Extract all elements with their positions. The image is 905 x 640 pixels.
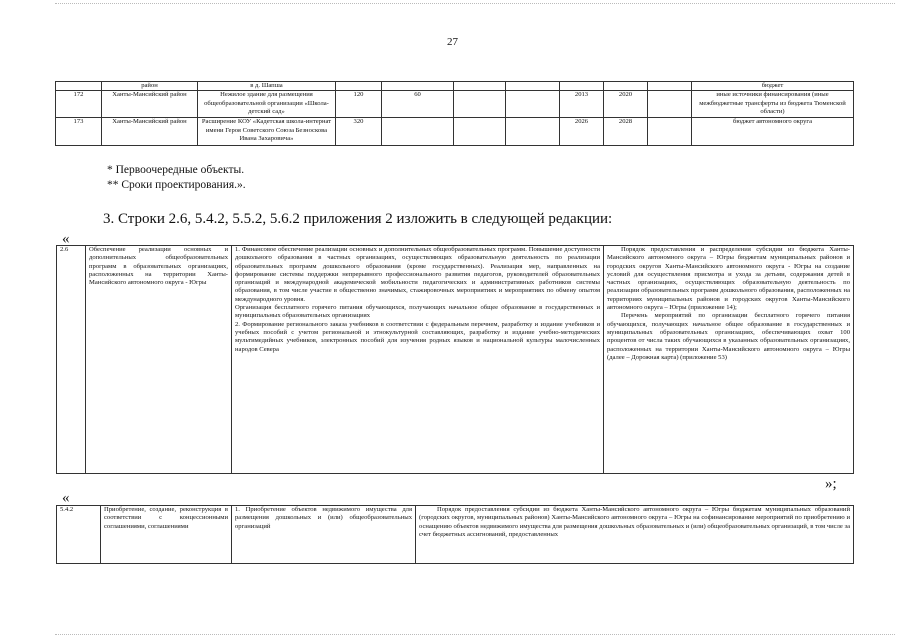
- end-year-cell: 2028: [604, 118, 648, 146]
- object-cell: в д. Шапша: [198, 82, 336, 91]
- location-cell: Ханты-Мансийский район: [102, 118, 198, 146]
- order-cell: [604, 246, 854, 474]
- order-paragraph: Перечень мероприятий по организации бесплатного горячего питания обучающихся, получающих начальное общее образование в государственных и муниципальных образовательных организациях, обеспечивающих охват 100 процентов от числа таких обучающихся в указанных образовательных организациях, расположенных на территории Ханты-Мансийского автономного округа – Югры (далее – Дорожная карта) (приложение 53): [607, 312, 850, 361]
- measures-cell: [232, 246, 604, 474]
- end-year-cell: 2020: [604, 91, 648, 118]
- row-number: 173: [56, 118, 102, 146]
- footnotes: [107, 163, 246, 193]
- start-year-cell: 2013: [560, 91, 604, 118]
- measures-cell: 1. Приобретение объектов недвижимого имущества для размещения дошкольных и (или) общеобразовательных организаций: [232, 506, 416, 564]
- scan-edge-bottom: [55, 634, 895, 636]
- row-2-6-table: [56, 245, 854, 474]
- start-year-cell: 2026: [560, 118, 604, 146]
- value-cell: [382, 118, 454, 146]
- amendment-heading: 3. Строки 2.6, 5.4.2, 5.5.2, 5.6.2 приложения 2 изложить в следующей редакции:: [103, 211, 613, 227]
- source-cell: иные источники финансирования (иные межбюджетные трансферты из бюджета Тюменской области): [692, 91, 854, 118]
- source-cell: бюджет автономного округа: [692, 118, 854, 146]
- measure-paragraph: 2. Формирование регионального заказа учебников в соответствии с федеральным перечнем, разработку и издание учебников и учебных пособий с учетом региональной и этнокультурной составляющих, разработку и издание учебно-методических мультимедийных учебников, электронных пособий для изучения родных языков и национальной культуры малочисленных народов Севера: [235, 320, 600, 353]
- activity-name-cell: Обеспечение реализации основных и дополнительных общеобразовательных программ в образовательных организациях, расположенных на территории Ханты-Мансийского автономного округа - Югры: [86, 246, 232, 474]
- scan-edge-top: [55, 3, 895, 5]
- close-quote: »;: [825, 476, 837, 492]
- value-cell: 60: [382, 91, 454, 118]
- top-table: [55, 81, 854, 146]
- capacity-cell: 320: [336, 118, 382, 146]
- measure-paragraph: Организация бесплатного горячего питания обучающихся, получающих начальное общее образование в государственных и муниципальных образовательных организациях: [235, 304, 600, 320]
- page-number: 27: [447, 36, 458, 48]
- source-cell: бюджет: [692, 82, 854, 91]
- row-5-4-2-table: [56, 505, 854, 564]
- table-row: [57, 246, 854, 474]
- measure-paragraph: 1. Финансовое обеспечение реализации основных и дополнительных общеобразовательных программ. Повышение доступности дошкольного образования в частных организациях, осуществляющих образовательную деятельность по реализации образовательных программ дошкольного образования (кроме государственных). Реализация мер, направленных на формирование системы поддержки непрерывного профессионального развития педагогов, руководителей образовательных организаций и международной академической мобильности педагогических и административных работников системы образования, в том числе участие в общественно значимых, стажировочных мероприятиях и мероприятиях по обмену опытом международного уровня.: [235, 246, 600, 303]
- location-cell: район: [102, 82, 198, 91]
- open-quote: «: [62, 231, 70, 247]
- object-cell: Нежилое здание для размещения общеобразовательной организации «Школа-детский сад»: [198, 91, 336, 118]
- order-paragraph: Порядок предоставления и распределения субсидии из бюджета Ханты-Мансийского автономного округа – Югры бюджетам муниципальных районов и городских округов Ханты-Мансийского автономного округа - Югры на создание условий для осуществления присмотра и ухода за детьми, содержания детей в частных организациях, осуществляющих образовательную деятельность по реализации образовательных программ дошкольного образования, расположенных на территориях муниципальных районов и городских округов Ханты-Мансийского автономного округа – Югры (приложение 14);: [607, 246, 850, 312]
- order-cell: Порядок предоставления субсидии из бюджета Ханты-Мансийского автономного округа – Югры бюджетам муниципальных образований (городских округов, муниципальных районов) Ханты-Мансийского автономного округа – Югры на софинансирование мероприятий по приобретению и оснащению объектов недвижимого имущества для размещения дошкольных образовательных и (или) общеобразовательных организаций, в том числе за счет бюджетных ассигнований, предоставленных: [416, 506, 854, 564]
- open-quote-2: «: [62, 490, 70, 506]
- location-cell: Ханты-Мансийский район: [102, 91, 198, 118]
- activity-name-cell: Приобретение, создание, реконструкция в соответствии с концессионными соглашениями, соглашениями: [101, 506, 232, 564]
- table-row: [56, 82, 854, 91]
- row-number: 172: [56, 91, 102, 118]
- row-number: 2.6: [57, 246, 86, 474]
- footnote: ** Сроки проектирования.».: [107, 179, 246, 191]
- table-row: [57, 506, 854, 564]
- capacity-cell: 120: [336, 91, 382, 118]
- row-number: 5.4.2: [57, 506, 101, 564]
- footnote: * Первоочередные объекты.: [107, 164, 245, 176]
- table-row: [56, 91, 854, 118]
- table-row: [56, 118, 854, 146]
- object-cell: Расширение КОУ «Кадетская школа-интернат имени Героя Советского Союза Безноскова Ивана Захаровича»: [198, 118, 336, 146]
